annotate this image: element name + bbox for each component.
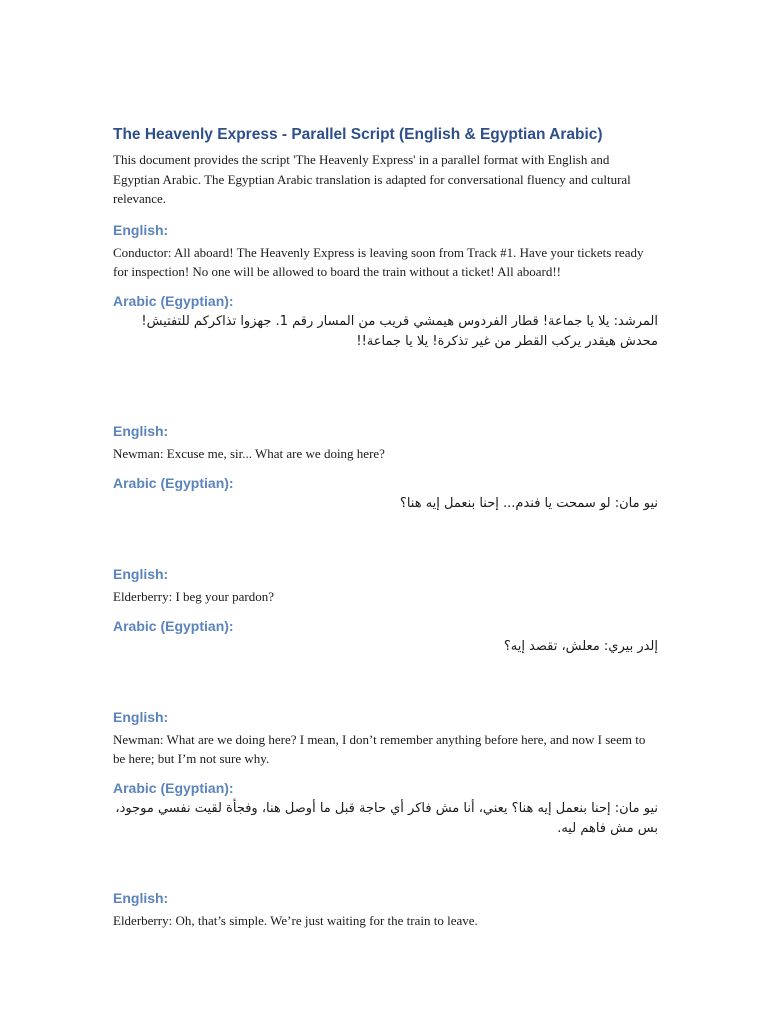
section-3 xyxy=(113,564,658,657)
arabic-line: المرشد: يلا يا جماعة! قطار الفردوس هيمشي قريب من المسار رقم 1. جهزوا تذاكركم للتفتيش! محدش هيقدر يركب القطر من غير تذكرة! يلا يا جماعة!! xyxy=(141,314,658,349)
document-page xyxy=(113,124,658,209)
arabic-heading: Arabic (Egyptian): xyxy=(113,618,234,634)
english-heading: English: xyxy=(113,890,169,906)
document-intro: This document provides the script 'The Heavenly Express' in a parallel format with English and Egyptian Arabic. The Egyptian Arabic translation is adapted for conversational fluency and cultural relevance. xyxy=(113,152,631,206)
section-2 xyxy=(113,421,658,514)
english-line: Newman: Excuse me, sir... What are we doing here? xyxy=(113,446,385,461)
section-5 xyxy=(113,888,658,930)
section-4 xyxy=(113,707,658,839)
arabic-heading: Arabic (Egyptian): xyxy=(113,293,234,309)
arabic-heading: Arabic (Egyptian): xyxy=(113,780,234,796)
arabic-line: نيو مان: لو سمحت يا فندم... إحنا بنعمل إيه هنا؟ xyxy=(399,496,658,511)
english-heading: English: xyxy=(113,566,169,582)
english-heading: English: xyxy=(113,709,169,725)
arabic-line: نيو مان: إحنا بنعمل إيه هنا؟ يعني، أنا مش فاكر أي حاجة قبل ما أوصل هنا، وفجأة لقيت نفسي موجود، بس مش فاهم ليه. xyxy=(115,801,658,836)
english-line: Elderberry: I beg your pardon? xyxy=(113,589,274,604)
section-1 xyxy=(113,220,658,352)
english-line: Conductor: All aboard! The Heavenly Express is leaving soon from Track #1. Have your tickets ready for inspection! No one will be allowed to board the train without a ticket! All aboard!! xyxy=(113,245,644,279)
english-heading: English: xyxy=(113,423,169,439)
english-line: Newman: What are we doing here? I mean, I don’t remember anything before here, and now I seem to be here; but I’m not sure why. xyxy=(113,732,646,766)
document-title: The Heavenly Express - Parallel Script (English & Egyptian Arabic) xyxy=(113,126,603,143)
arabic-line: إلدر بيري: معلش، تقصد إيه؟ xyxy=(503,639,658,654)
arabic-heading: Arabic (Egyptian): xyxy=(113,475,234,491)
english-heading: English: xyxy=(113,222,169,238)
english-line: Elderberry: Oh, that’s simple. We’re just waiting for the train to leave. xyxy=(113,913,478,928)
